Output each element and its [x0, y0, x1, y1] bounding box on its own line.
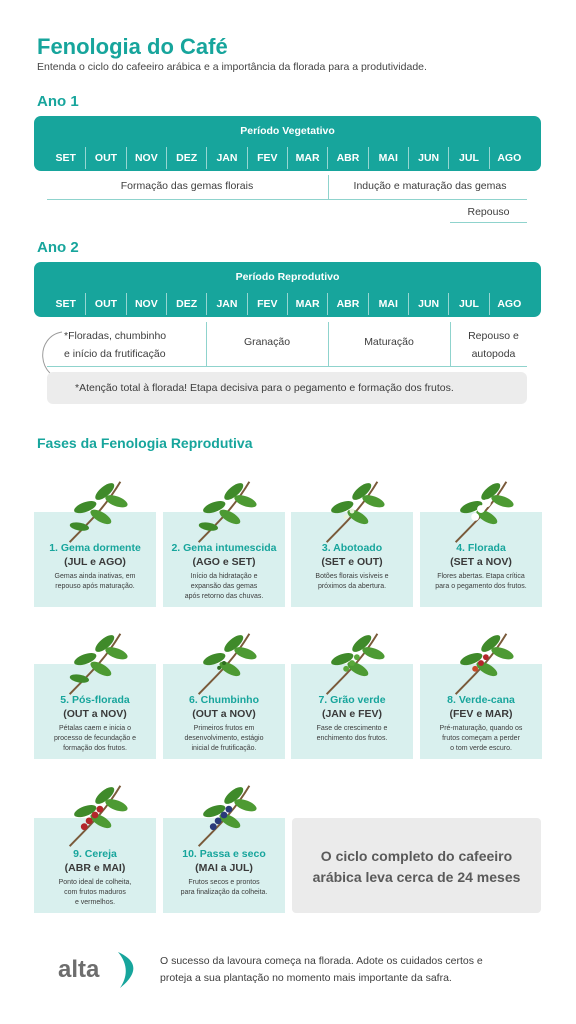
card-description: Botões florais visíveis e próximos da abertura.	[315, 573, 389, 590]
logo-mark-icon	[114, 950, 144, 990]
month-label: MAR	[287, 293, 327, 315]
month-label: JUN	[408, 147, 448, 169]
card-period: (SET e OUT)	[321, 556, 383, 568]
phase-granation: Granação	[243, 336, 291, 348]
phase-formation: Formação das gemas florais	[120, 180, 254, 192]
coffee-branch-icon	[56, 472, 134, 550]
card-period: (JUL e AGO)	[64, 556, 126, 568]
card-description: Ponto ideal de colheita, com frutos maduros e vermelhos.	[58, 879, 132, 906]
cycle-text: O ciclo completo do cafeeiro arábica leva cerca de 24 meses	[312, 848, 521, 885]
month-label: ABR	[327, 147, 367, 169]
card-title: 7. Grão verde	[318, 694, 386, 706]
month-label: MAI	[368, 147, 408, 169]
month-label: FEV	[247, 147, 287, 169]
coffee-branch-icon	[442, 472, 520, 550]
phase-rest-pruning	[451, 327, 536, 363]
card-period: (AGO e SET)	[192, 556, 256, 568]
phase-maturation: Maturação	[364, 336, 414, 348]
card-title: 9. Cereja	[73, 848, 117, 860]
month-label: AGO	[489, 147, 529, 169]
card-title: 2. Gema intumescida	[171, 542, 277, 554]
coffee-branch-icon	[56, 776, 134, 854]
year1-label: Ano 1	[37, 93, 79, 110]
year2-band	[34, 262, 541, 317]
phase-flowering-line1: *Floradas, chumbinho	[64, 330, 167, 342]
month-label: JUL	[448, 147, 488, 169]
phase-line	[47, 366, 527, 367]
year1-band	[34, 116, 541, 171]
card-description: Início da hidratação e expansão das gemas após retorno das chuvas.	[184, 573, 264, 600]
month-label: MAR	[287, 147, 327, 169]
attention-note: *Atenção total à florada! Etapa decisiva para o pegamento e formação dos frutos.	[47, 372, 527, 404]
coffee-branch-icon	[56, 624, 134, 702]
card-title: 6. Chumbinho	[189, 694, 259, 706]
month-label: FEV	[247, 293, 287, 315]
month-label: DEZ	[166, 293, 206, 315]
card-description: Gemas ainda inativas, em repouso após maturação.	[54, 573, 136, 590]
month-label: NOV	[126, 293, 166, 315]
page-subtitle: Entenda o ciclo do cafeeiro arábica e a importância da florada para a produtividade.	[37, 61, 427, 73]
year2-period-title: Período Reprodutivo	[235, 271, 340, 283]
card-description: Flores abertas. Etapa crítica para o pegamento dos frutos.	[435, 573, 527, 590]
coffee-branch-icon	[442, 624, 520, 702]
month-label: MAI	[368, 293, 408, 315]
phase-line	[450, 222, 527, 223]
month-label: OUT	[85, 293, 125, 315]
footer-message: O sucesso da lavoura começa na florada. Adote os cuidados certos e proteja a sua plantação no momento mais importante da safra.	[160, 955, 483, 984]
phase-divider	[328, 175, 329, 199]
card-title: 1. Gema dormente	[49, 542, 141, 554]
card-period: (MAI a JUL)	[195, 862, 253, 874]
month-label: AGO	[489, 293, 529, 315]
month-label: JAN	[206, 293, 246, 315]
alta-logo	[58, 950, 148, 990]
card-description: Pré-maturação, quando os frutos começam a perder o tom verde escuro.	[439, 725, 523, 752]
card-description: Primeiros frutos em desenvolvimento, estágio inicial de frutificação.	[184, 725, 264, 752]
month-label: OUT	[85, 147, 125, 169]
coffee-branch-icon	[185, 472, 263, 550]
phase-line	[47, 199, 527, 200]
coffee-branch-icon	[185, 624, 263, 702]
card-description: Fase de crescimento e enchimento dos frutos.	[316, 725, 388, 742]
cycle-summary	[292, 818, 541, 913]
card-period: (FEV e MAR)	[449, 708, 513, 720]
card-period: (ABR e MAI)	[64, 862, 126, 874]
phase-flowering	[64, 327, 204, 363]
month-label: ABR	[327, 293, 367, 315]
phase-rest: Repouso	[467, 206, 510, 218]
card-title: 5. Pós-florada	[60, 694, 130, 706]
phase-flowering-line2: e início da frutificação	[64, 348, 166, 360]
coffee-branch-icon	[185, 776, 263, 854]
card-description: Frutos secos e prontos para finalização da colheita.	[180, 879, 268, 896]
card-description: Pétalas caem e inicia o processo de fecundação e formação dos frutos.	[53, 725, 137, 752]
month-label: JUL	[448, 293, 488, 315]
logo-text: alta	[58, 956, 100, 983]
phase-rest-line2: autopoda	[471, 348, 516, 360]
month-label: DEZ	[166, 147, 206, 169]
card-period: (SET a NOV)	[450, 556, 512, 568]
month-label: SET	[55, 298, 76, 310]
year1-months	[46, 147, 529, 169]
phase-induction: Indução e maturação das gemas	[353, 180, 507, 192]
month-label: SET	[55, 152, 76, 164]
coffee-branch-icon	[313, 624, 391, 702]
card-period: (OUT a NOV)	[63, 708, 127, 720]
card-title: 4. Florada	[456, 542, 506, 554]
page-title: Fenologia do Café	[37, 34, 228, 59]
section-title: Fases da Fenologia Reprodutiva	[37, 435, 253, 451]
month-label: JAN	[206, 147, 246, 169]
phase-rest-line1: Repouso e	[468, 330, 519, 342]
card-period: (OUT a NOV)	[192, 708, 256, 720]
card-title: 10. Passa e seco	[182, 848, 266, 860]
month-label: JUN	[408, 293, 448, 315]
month-label: NOV	[126, 147, 166, 169]
year2-label: Ano 2	[37, 239, 79, 256]
coffee-branch-icon	[313, 472, 391, 550]
year1-period-title: Período Vegetativo	[240, 125, 335, 137]
card-title: 8. Verde-cana	[447, 694, 515, 706]
year2-months	[46, 293, 529, 315]
card-period: (JAN e FEV)	[321, 708, 383, 720]
card-title: 3. Abotoado	[321, 542, 383, 554]
